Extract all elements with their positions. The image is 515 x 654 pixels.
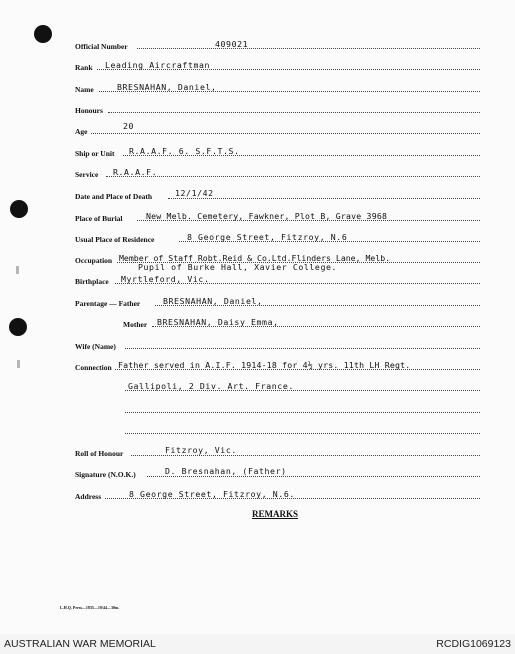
field-label: Service <box>75 170 99 179</box>
field-signature <box>75 465 480 479</box>
field-mother <box>75 315 480 329</box>
field-value: Myrtleford, Vic. <box>121 274 210 284</box>
page-mark <box>16 266 19 274</box>
field-value: 409021 <box>215 39 249 49</box>
field-value: Fitzroy, Vic. <box>165 445 237 455</box>
field-father <box>75 294 480 308</box>
field-label: Rank <box>75 63 93 72</box>
field-label: Address <box>75 492 102 501</box>
page-mark <box>17 360 20 368</box>
field-label: Birthplace <box>75 277 109 286</box>
printer-note: L.H.Q. Press—1835—10/44—30m. <box>60 605 120 610</box>
field-honours <box>75 101 480 115</box>
field-label: Roll of Honour <box>75 449 124 458</box>
field-usual-residence <box>75 230 480 244</box>
field-rank <box>75 58 480 72</box>
field-value: BRESNAHAN, Daniel, <box>117 82 217 92</box>
punch-hole-middle <box>10 200 28 218</box>
field-value: Gallipoli, 2 Div. Art. France. <box>128 381 294 391</box>
field-value: Pupil of Burke Hall, Xavier College. <box>138 262 338 272</box>
field-value: Member of Staff Robt.Reid & Co.Ltd.Flinders Lane, Melb. <box>119 253 391 263</box>
field-label: Connection <box>75 363 112 372</box>
field-value: New Melb. Cemetery, Fawkner, Plot B, Grave 3968 <box>146 211 388 221</box>
field-value: Father served in A.I.F. 1914-18 for 4½ yrs. 11th LH Regt. <box>118 360 411 370</box>
field-name <box>75 80 480 94</box>
field-address <box>75 487 480 501</box>
field-connection-continued <box>75 379 480 393</box>
blank-line <box>75 422 480 436</box>
field-label: Occupation <box>75 256 113 265</box>
blank-line <box>75 401 480 415</box>
field-value: R.A.A.F. 6. S.F.T.S. <box>129 146 240 156</box>
field-label: Honours <box>75 106 103 115</box>
field-label: Place of Burial <box>75 214 123 223</box>
field-value: 8 George Street, Fitzroy, N.6 <box>187 232 348 242</box>
field-official-number <box>75 37 480 51</box>
field-roll-of-honour <box>75 444 480 458</box>
field-label: Usual Place of Residence <box>75 235 155 244</box>
field-service <box>75 165 480 179</box>
field-value: Leading Aircraftman <box>105 60 211 70</box>
field-value: 8 George Street, Fitzroy, N.6. <box>129 489 295 499</box>
punch-hole-lower <box>9 318 27 336</box>
field-value: BRESNAHAN, Daniel, <box>163 296 263 306</box>
field-value: D. Bresnahan, (Father) <box>165 466 287 476</box>
field-wife <box>75 337 480 351</box>
field-label: Age <box>75 127 88 136</box>
field-value: 20 <box>123 121 135 131</box>
field-value: BRESNAHAN, Daisy Emma, <box>157 317 279 327</box>
footer-item-id: RCDIG1069123 <box>436 638 511 650</box>
field-ship-or-unit <box>75 144 480 158</box>
field-label: Name <box>75 85 94 94</box>
field-age <box>75 122 480 136</box>
field-label: Signature (N.O.K.) <box>75 470 136 479</box>
field-value: 12/1/42 <box>175 188 214 198</box>
field-label: Wife (Name) <box>75 342 116 351</box>
field-birthplace <box>75 272 480 286</box>
field-label: Date and Place of Death <box>75 192 153 201</box>
field-label: Official Number <box>75 42 128 51</box>
field-label: Parentage — Father <box>75 299 141 308</box>
footer-archive-name: AUSTRALIAN WAR MEMORIAL <box>4 638 156 650</box>
field-date-place-of-death <box>75 187 480 201</box>
field-place-of-burial <box>75 209 480 223</box>
field-label: Ship or Unit <box>75 149 115 158</box>
field-connection <box>75 358 480 372</box>
field-label: Mother <box>123 320 148 329</box>
field-value: R.A.A.F. <box>113 167 158 177</box>
punch-hole-top <box>34 25 52 43</box>
remarks-heading: REMARKS <box>252 509 299 519</box>
